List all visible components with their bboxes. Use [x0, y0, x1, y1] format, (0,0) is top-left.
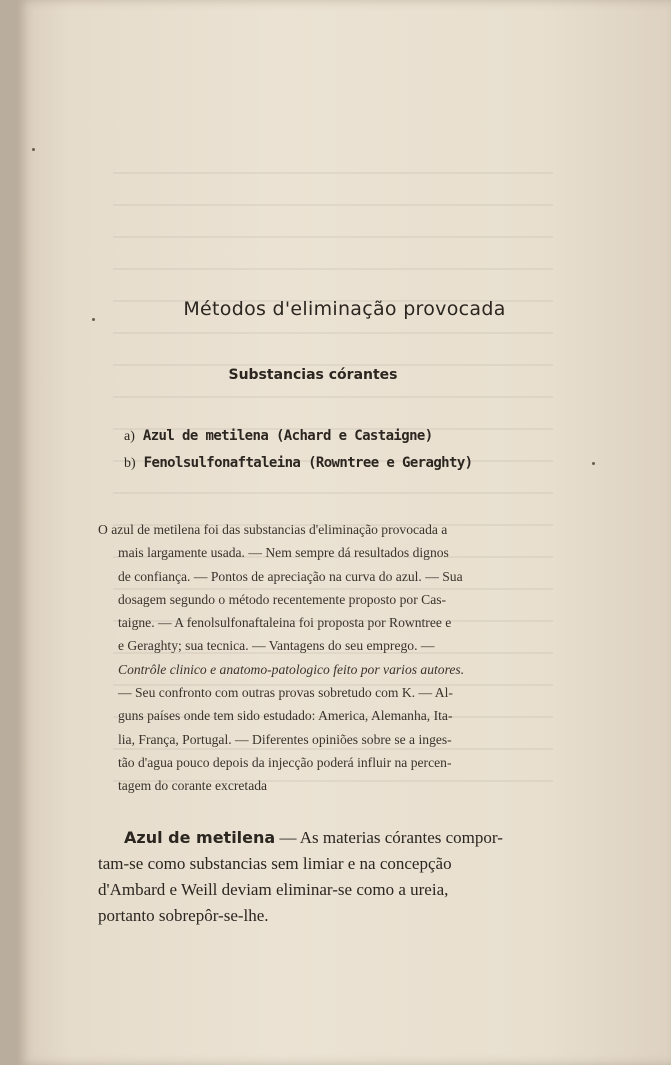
ink-speck: [92, 318, 95, 321]
book-page: [18, 0, 671, 1065]
summary-line: dosagem segundo o método recentemente proposto por Cas-: [118, 591, 447, 607]
list-item-name: Azul de metilena (Achard e Castaigne): [142, 428, 433, 444]
list-item: [124, 455, 472, 472]
summary-line: taigne. — A fenolsulfonaftaleina foi proposta por Rowntree e: [118, 615, 452, 631]
list-marker: b): [124, 456, 136, 471]
section-subheading: Substancias córantes: [228, 367, 398, 383]
summary-line: tão d'agua pouco depois da injecção poderá influir na percen-: [118, 754, 452, 770]
summary-line: de confiança. — Pontos de apreciação na curva do azul. — Sua: [118, 568, 463, 584]
summary-line: lia, França, Portugal. — Diferentes opiniões sobre se a inges-: [118, 731, 452, 747]
page-heading: Métodos d'eliminação provocada: [183, 298, 506, 320]
list-item: [124, 428, 433, 445]
summary-line: e Geraghty; sua tecnica. — Vantagens do seu emprego. —: [118, 638, 435, 654]
paragraph-line: portanto sobrepôr-se-lhe.: [98, 906, 269, 925]
paragraph-line: d'Ambard e Weill deviam eliminar-se como a ureia,: [98, 880, 449, 899]
list-item-name: Fenolsulfonaftaleina (Rowntree e Geraghty): [143, 455, 473, 471]
list-marker: a): [124, 429, 135, 444]
body-paragraph: [98, 825, 550, 929]
ink-speck: [32, 148, 35, 151]
paragraph-lead: Azul de metilena: [124, 828, 276, 847]
summary-line: mais largamente usada. — Nem sempre dá resultados dignos: [118, 545, 449, 561]
chapter-summary: [98, 518, 546, 798]
summary-line: Contrôle clinico e anatomo-patologico feito por varios autores.: [118, 661, 465, 677]
summary-line: O azul de metilena foi das substancias d'eliminação provocada a: [98, 522, 448, 537]
summary-line: guns países onde tem sido estudado: America, Alemanha, Ita-: [118, 708, 453, 724]
paragraph-line: tam-se como substancias sem limiar e na concepção: [98, 854, 452, 873]
summary-line: tagem do corante excretada: [118, 778, 268, 794]
ink-speck: [592, 462, 595, 465]
paragraph-line: — As materias córantes compor-: [275, 828, 503, 847]
summary-line: — Seu confronto com outras provas sobretudo com K. — Al-: [118, 685, 453, 701]
